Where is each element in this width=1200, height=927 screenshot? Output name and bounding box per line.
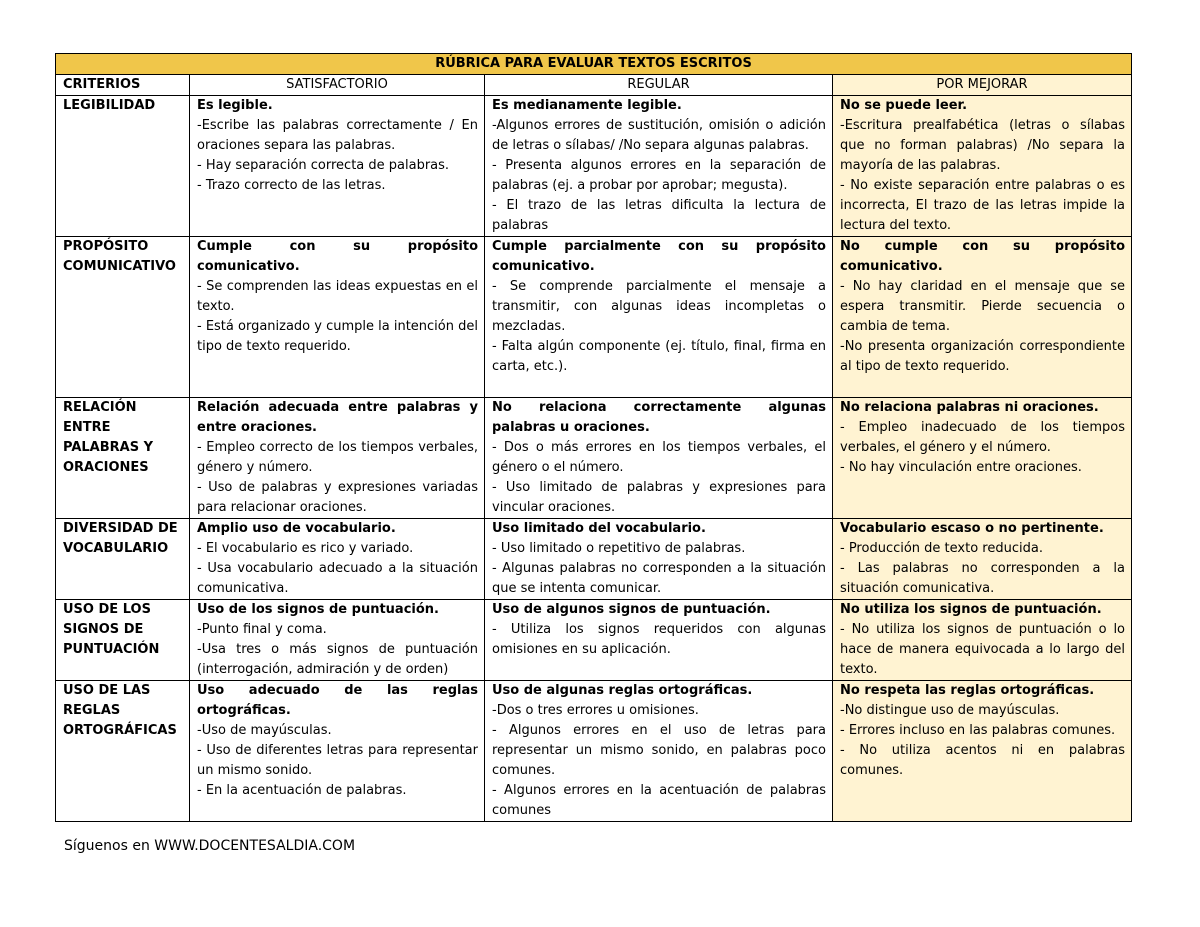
regular-line: - Se comprende parcialmente el mensaje a transmitir, con algunas ideas incompletas o mezcladas. xyxy=(492,279,826,334)
por-mejorar-cell xyxy=(833,96,1132,237)
satisfactorio-cell xyxy=(190,96,485,237)
regular-line: - Uso limitado o repetitivo de palabras. xyxy=(492,541,746,556)
satisfactorio-line: -Escribe las palabras correctamente / En oraciones separa las palabras. xyxy=(197,118,478,153)
por-mejorar-line: - No hay claridad en el mensaje que se espera transmitir. Pierde secuencia o cambia de tema. xyxy=(840,279,1126,334)
header-row xyxy=(56,75,1132,96)
satisfactorio-line: - Empleo correcto de los tiempos verbales, género y número. xyxy=(197,440,478,475)
table-row xyxy=(56,519,1132,600)
regular-title: Uso de algunas reglas ortográficas. xyxy=(492,683,753,698)
criterion-cell: PROPÓSITO COMUNICATIVO xyxy=(56,237,190,398)
criterion-cell: USO DE LAS REGLAS ORTOGRÁFICAS xyxy=(56,681,190,822)
table-row xyxy=(56,681,1132,822)
por-mejorar-line: - Errores incluso en las palabras comunes. xyxy=(840,723,1116,738)
satisfactorio-line: - En la acentuación de palabras. xyxy=(197,783,407,798)
regular-title: Uso de algunos signos de puntuación. xyxy=(492,602,771,617)
regular-title: Es medianamente legible. xyxy=(492,98,682,113)
header-criterios: CRITERIOS xyxy=(56,75,190,96)
regular-cell xyxy=(485,519,833,600)
regular-line: - El trazo de las letras dificulta la lectura de palabras xyxy=(492,198,826,233)
regular-cell xyxy=(485,600,833,681)
por-mejorar-line: -Escritura prealfabética (letras o sílabas que no forman palabras) /No separa la mayoría de las palabras. xyxy=(840,118,1126,173)
satisfactorio-line: - Usa vocabulario adecuado a la situación comunicativa. xyxy=(197,561,478,596)
criterion-cell: LEGIBILIDAD xyxy=(56,96,190,237)
rubric-title: RÚBRICA PARA EVALUAR TEXTOS ESCRITOS xyxy=(56,54,1132,75)
footer-text: Síguenos en WWW.DOCENTESALDIA.COM xyxy=(64,838,356,854)
satisfactorio-title: Amplio uso de vocabulario. xyxy=(197,521,396,536)
criterion-cell: DIVERSIDAD DE VOCABULARIO xyxy=(56,519,190,600)
rubric-table xyxy=(55,53,1132,822)
por-mejorar-line: - No utiliza los signos de puntuación o lo hace de manera equivocada a lo largo del texto. xyxy=(840,622,1126,677)
regular-cell xyxy=(485,96,833,237)
satisfactorio-line: - Hay separación correcta de palabras. xyxy=(197,158,450,173)
satisfactorio-title: Uso de los signos de puntuación. xyxy=(197,602,439,617)
por-mejorar-line: - No existe separación entre palabras o es incorrecta, El trazo de las letras impide la lectura del texto. xyxy=(840,178,1126,233)
por-mejorar-line: - Empleo inadecuado de los tiempos verbales, el género y el número. xyxy=(840,420,1126,455)
satisfactorio-line: - Uso de palabras y expresiones variadas para relacionar oraciones. xyxy=(197,480,478,515)
table-row xyxy=(56,600,1132,681)
por-mejorar-line: - Las palabras no corresponden a la situación comunicativa. xyxy=(840,561,1126,596)
satisfactorio-title: Relación adecuada entre palabras y entre oraciones. xyxy=(197,400,478,435)
por-mejorar-title: No relaciona palabras ni oraciones. xyxy=(840,400,1099,415)
header-por-mejorar: POR MEJORAR xyxy=(833,75,1132,96)
satisfactorio-cell xyxy=(190,681,485,822)
por-mejorar-title: No utiliza los signos de puntuación. xyxy=(840,602,1102,617)
por-mejorar-cell xyxy=(833,681,1132,822)
regular-line: -Algunos errores de sustitución, omisión o adición de letras o sílabas/ /No separa algunas palabras. xyxy=(492,118,826,153)
por-mejorar-cell xyxy=(833,519,1132,600)
regular-line: -Dos o tres errores u omisiones. xyxy=(492,703,699,718)
satisfactorio-line: - El vocabulario es rico y variado. xyxy=(197,541,414,556)
header-satisfactorio: SATISFACTORIO xyxy=(190,75,485,96)
table-row xyxy=(56,398,1132,519)
regular-cell xyxy=(485,237,833,398)
satisfactorio-title: Cumple con su propósito comunicativo. xyxy=(197,239,478,274)
por-mejorar-cell xyxy=(833,237,1132,398)
satisfactorio-line: - Trazo correcto de las letras. xyxy=(197,178,386,193)
regular-line: - Falta algún componente (ej. título, final, firma en carta, etc.). xyxy=(492,339,826,374)
satisfactorio-line: - Está organizado y cumple la intención del tipo de texto requerido. xyxy=(197,319,478,354)
satisfactorio-line: - Uso de diferentes letras para representar un mismo sonido. xyxy=(197,743,478,778)
regular-cell xyxy=(485,681,833,822)
satisfactorio-line: -Uso de mayúsculas. xyxy=(197,723,332,738)
satisfactorio-title: Es legible. xyxy=(197,98,273,113)
regular-line: - Algunos errores en la acentuación de palabras comunes xyxy=(492,783,826,818)
por-mejorar-title: No se puede leer. xyxy=(840,98,968,113)
regular-line: - Utiliza los signos requeridos con algunas omisiones en su aplicación. xyxy=(492,622,826,657)
criterion-cell: USO DE LOS SIGNOS DE PUNTUACIÓN xyxy=(56,600,190,681)
por-mejorar-line: -No distingue uso de mayúsculas. xyxy=(840,703,1060,718)
satisfactorio-line: -Usa tres o más signos de puntuación (interrogación, admiración y de orden) xyxy=(197,642,478,677)
por-mejorar-cell xyxy=(833,398,1132,519)
regular-title: No relaciona correctamente algunas palabras u oraciones. xyxy=(492,400,826,435)
title-row xyxy=(56,54,1132,75)
satisfactorio-cell xyxy=(190,398,485,519)
regular-line: - Dos o más errores en los tiempos verbales, el género o el número. xyxy=(492,440,826,475)
regular-line: - Presenta algunos errores en la separación de palabras (ej. a probar por aprobar; megusta). xyxy=(492,158,826,193)
por-mejorar-line: - No hay vinculación entre oraciones. xyxy=(840,460,1082,475)
por-mejorar-line: -No presenta organización correspondiente al tipo de texto requerido. xyxy=(840,339,1126,374)
regular-cell xyxy=(485,398,833,519)
satisfactorio-line: -Punto final y coma. xyxy=(197,622,327,637)
por-mejorar-title: No cumple con su propósito comunicativo. xyxy=(840,239,1126,274)
por-mejorar-title: No respeta las reglas ortográficas. xyxy=(840,683,1095,698)
satisfactorio-title: Uso adecuado de las reglas ortográficas. xyxy=(197,683,478,718)
por-mejorar-line: - Producción de texto reducida. xyxy=(840,541,1043,556)
satisfactorio-cell xyxy=(190,519,485,600)
por-mejorar-line: - No utiliza acentos ni en palabras comunes. xyxy=(840,743,1126,778)
regular-line: - Algunos errores en el uso de letras para representar un mismo sonido, en palabras poco comunes. xyxy=(492,723,826,778)
satisfactorio-cell xyxy=(190,237,485,398)
satisfactorio-line: - Se comprenden las ideas expuestas en el texto. xyxy=(197,279,478,314)
regular-line: - Uso limitado de palabras y expresiones para vincular oraciones. xyxy=(492,480,826,515)
regular-title: Uso limitado del vocabulario. xyxy=(492,521,706,536)
table-row xyxy=(56,237,1132,398)
regular-title: Cumple parcialmente con su propósito comunicativo. xyxy=(492,239,826,274)
criterion-cell: RELACIÓN ENTRE PALABRAS Y ORACIONES xyxy=(56,398,190,519)
rubric-body xyxy=(56,96,1132,822)
table-row xyxy=(56,96,1132,237)
por-mejorar-title: Vocabulario escaso o no pertinente. xyxy=(840,521,1104,536)
header-regular: REGULAR xyxy=(485,75,833,96)
satisfactorio-cell xyxy=(190,600,485,681)
por-mejorar-cell xyxy=(833,600,1132,681)
regular-line: - Algunas palabras no corresponden a la situación que se intenta comunicar. xyxy=(492,561,826,596)
